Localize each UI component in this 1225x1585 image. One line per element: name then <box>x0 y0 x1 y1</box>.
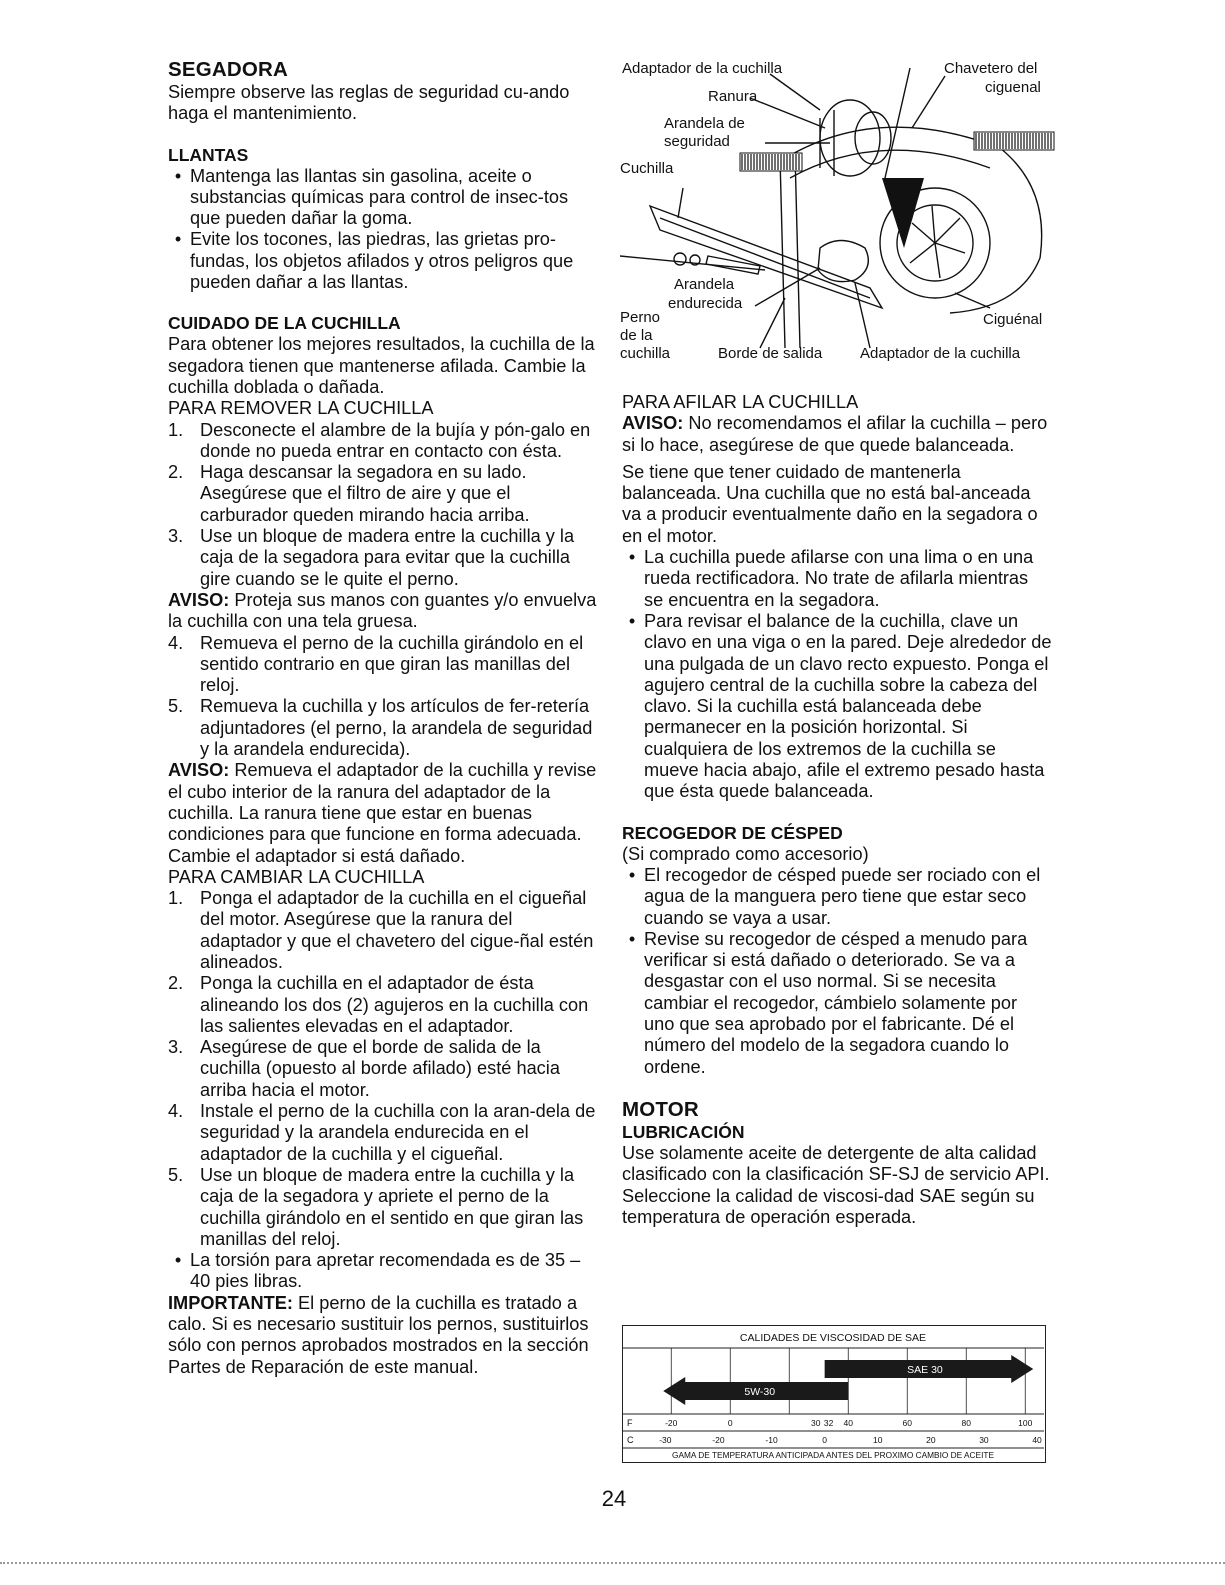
c-tick-label: -10 <box>765 1435 778 1445</box>
remover-steps-b <box>168 633 598 761</box>
list-item: • Evite los tocones, las piedras, las grietas pro-fundas, los objetos afilados y otros peligros que pueden dañar a las llantas. <box>174 229 574 293</box>
cuidado-title: CUIDADO DE LA CUCHILLA <box>168 313 401 334</box>
label-arandela-seguridad-1: Arandela de <box>664 115 745 132</box>
f-tick-label: 32 <box>823 1418 834 1428</box>
c-tick-label: -30 <box>659 1435 672 1445</box>
list-item: • Mantenga las llantas sin gasolina, aceite o substancias químicas para control de insec-tos que pueden dañar la goma. <box>174 165 569 229</box>
label-perno-2: de la <box>620 327 653 344</box>
viscosity-chart-svg <box>623 1326 1044 1461</box>
viscosity-chart <box>622 1325 1046 1463</box>
label-adaptador-bottom: Adaptador de la cuchilla <box>860 345 1021 362</box>
page-bottom-border <box>0 1562 1225 1564</box>
page-number: 24 <box>601 1486 627 1511</box>
segadora-title: SEGADORA <box>168 58 289 81</box>
f-tick-label: 30 <box>811 1418 821 1428</box>
c-tick-label: 30 <box>979 1435 989 1445</box>
f-tick-label: 0 <box>727 1418 733 1428</box>
list-item: 1. Desconecte el alambre de la bujía y pón-galo en donde no pueda entrar en contacto con ésta. <box>168 419 591 461</box>
right-column <box>622 392 1052 1228</box>
aviso-1: AVISO: Proteja sus manos con guantes y/o envuelva la cuchilla con una tela gruesa. <box>168 589 597 632</box>
motor-title: MOTOR <box>622 1097 699 1121</box>
list-item: 2. Haga descansar la segadora en su lado. Asegúrese que el filtro de aire y que el carburador queden mirando hacia arriba. <box>168 462 530 525</box>
blade-assembly-diagram <box>620 58 1056 368</box>
viscosity-chart-caption: GAMA DE TEMPERATURA ANTICIPADA ANTES DEL PROXIMO CAMBIO DE ACEITE <box>672 1450 994 1460</box>
recogedor-title: RECOGEDOR DE CÉSPED <box>622 822 843 843</box>
list-item: 4. Instale el perno de la cuchilla con la aran-dela de seguridad y la arandela endurecida en el adaptador de la cuchilla y el cigueñal. <box>168 1101 596 1164</box>
list-item: • Revise su recogedor de césped a menudo para verificar si está dañado o deteriorado. Se va a desgastar con el uso normal. Si se necesita cambiar el recogedor, cámbielo solamente por uno que sea aprobado por el fabricante. Dé el número del modelo de la segadora cuando lo ordene. <box>628 928 1028 1077</box>
list-item: 3. Use un bloque de madera entre la cuchilla y la caja de la segadora para evitar que la cuchilla gire cuando se le quite el perno. <box>168 526 575 589</box>
f-tick-label: -20 <box>665 1418 678 1428</box>
aviso-3: AVISO: No recomendamos el afilar la cuchilla – pero si lo hace, asegúrese de que quede balanceada. <box>622 413 1048 455</box>
label-ciguenal-top: ciguenal <box>985 79 1041 96</box>
label-ranura: Ranura <box>708 88 758 105</box>
balance-paragraph: Se tiene que tener cuidado de mantenerla balanceada. Una cuchilla que no está bal-anceada va a producir eventualmente daño en la segadora o en el motor. <box>622 461 1038 546</box>
recogedor-note: (Si comprado como accesorio) <box>622 843 869 864</box>
list-item: • La torsión para apretar recomendada es de 35 – 40 pies libras. <box>174 1250 581 1292</box>
list-item: • Para revisar el balance de la cuchilla, clave un clavo en una viga o en la pared. Deje alrededor de una pulgada de un clavo recto expuesto. Ponga el agujero central de la cuchilla sobre la cabeza del clavo. Si la cuchilla está balanceada debe permanecer en la posición horizontal. Si cualquiera de los extremos de la cuchilla se mueve hacia abajo, afile el extremo pesado hasta que ésta quede balanceada. <box>628 610 1052 802</box>
label-arandela-endurecida-2: endurecida <box>668 295 743 312</box>
label-arandela-endurecida-1: Arandela <box>674 276 735 293</box>
cuidado-intro: Para obtener los mejores resultados, la cuchilla de la segadora tienen que mantenerse afilada. Cambie la cuchilla doblada o dañada. <box>168 334 595 397</box>
c-tick-label: 20 <box>926 1435 936 1445</box>
llantas-list <box>168 166 598 294</box>
label-cuchilla: Cuchilla <box>620 160 674 177</box>
left-column <box>168 58 598 1378</box>
label-arandela-seguridad-2: seguridad <box>664 133 730 150</box>
label-ciguenal-bottom: Ciguénal <box>983 311 1043 328</box>
cambiar-steps <box>168 888 598 1250</box>
list-item: 5. Use un bloque de madera entre la cuchilla y la caja de la segadora y apriete el perno de la cuchilla girándolo en el sentido en que giran las manillas del reloj. <box>168 1164 584 1249</box>
lubricacion-title: LUBRICACIÓN <box>622 1121 745 1142</box>
c-tick-label: 40 <box>1032 1435 1042 1445</box>
recogedor-list <box>622 865 1052 1078</box>
c-tick-label: -20 <box>712 1435 725 1445</box>
llantas-title: LLANTAS <box>168 144 249 165</box>
cambiar-heading: PARA CAMBIAR LA CUCHILLA <box>168 866 425 887</box>
f-tick-label: 80 <box>961 1418 971 1428</box>
lubricacion-paragraph: Use solamente aceite de detergente de alta calidad clasificado con la clasificación SF-SJ de servicio API. Seleccione la calidad de viscosi-dad SAE según su temperatura de operación esperada. <box>622 1142 1050 1227</box>
importante-note: IMPORTANTE: El perno de la cuchilla es tratado a calo. Si es necesario sustituir los pernos, sustituirlos sólo con pernos aprobados mostrados en la sección Partes de Reparación de este manual. <box>168 1292 589 1377</box>
aviso-2: AVISO: Remueva el adaptador de la cuchilla y revise el cubo interior de la ranura del adaptador de la cuchilla. La ranura tiene que estar en buenas condiciones para que funcione en forma adecuada. Cambie el adaptador si está dañado. <box>168 760 597 866</box>
remover-heading: PARA REMOVER LA CUCHILLA <box>168 398 434 419</box>
label-adaptador-top: Adaptador de la cuchilla <box>622 60 783 77</box>
list-item: • El recogedor de césped puede ser rociado con el agua de la manguera pero tiene que estar seco cuando se vaya a usar. <box>628 864 1041 928</box>
f-tick-label: 40 <box>843 1418 853 1428</box>
list-item: • La cuchilla puede afilarse con una lima o en una rueda rectificadora. No trate de afilarla mientras se encuentra en la segadora. <box>628 547 1034 610</box>
c-axis-label: C <box>627 1435 634 1445</box>
series-label: SAE 30 <box>907 1364 943 1376</box>
list-item: 1. Ponga el adaptador de la cuchilla en el cigueñal del motor. Asegúrese que la ranura del adaptador y que el chavetero del cigue-ñal estén alineados. <box>168 888 594 972</box>
remover-steps-a <box>168 420 598 590</box>
afilar-heading: PARA AFILAR LA CUCHILLA <box>622 392 859 412</box>
list-item: 5. Remueva la cuchilla y los artículos de fer-retería adjuntadores (el perno, la arandela de seguridad y la arandela endurecida). <box>168 696 593 760</box>
f-axis-label: F <box>627 1418 633 1428</box>
c-tick-label: 0 <box>822 1435 828 1445</box>
series-label: 5W-30 <box>744 1386 776 1398</box>
viscosity-chart-title: CALIDADES DE VISCOSIDAD DE SAE <box>739 1332 927 1344</box>
label-perno-3: cuchilla <box>620 345 671 362</box>
f-tick-label: 60 <box>902 1418 912 1428</box>
list-item: 4. Remueva el perno de la cuchilla girándolo en el sentido contrario en que giran las manillas del reloj. <box>168 632 584 696</box>
f-tick-label: 100 <box>1018 1418 1033 1428</box>
torsion-list <box>168 1250 598 1293</box>
afilar-list <box>622 547 1052 803</box>
label-borde-salida: Borde de salida <box>718 345 823 362</box>
label-chavetero: Chavetero del <box>944 60 1038 77</box>
list-item: 3. Asegúrese de que el borde de salida de la cuchilla (opuesto al borde afilado) esté hacia arriba hacia el motor. <box>168 1037 560 1100</box>
segadora-intro: Siempre observe las reglas de seguridad cu-ando haga el mantenimiento. <box>168 82 570 124</box>
label-perno-1: Perno <box>620 309 661 326</box>
c-tick-label: 10 <box>873 1435 883 1445</box>
list-item: 2. Ponga la cuchilla en el adaptador de ésta alineando los dos (2) agujeros en la cuchilla con las salientes elevadas en el adaptador. <box>168 973 589 1036</box>
